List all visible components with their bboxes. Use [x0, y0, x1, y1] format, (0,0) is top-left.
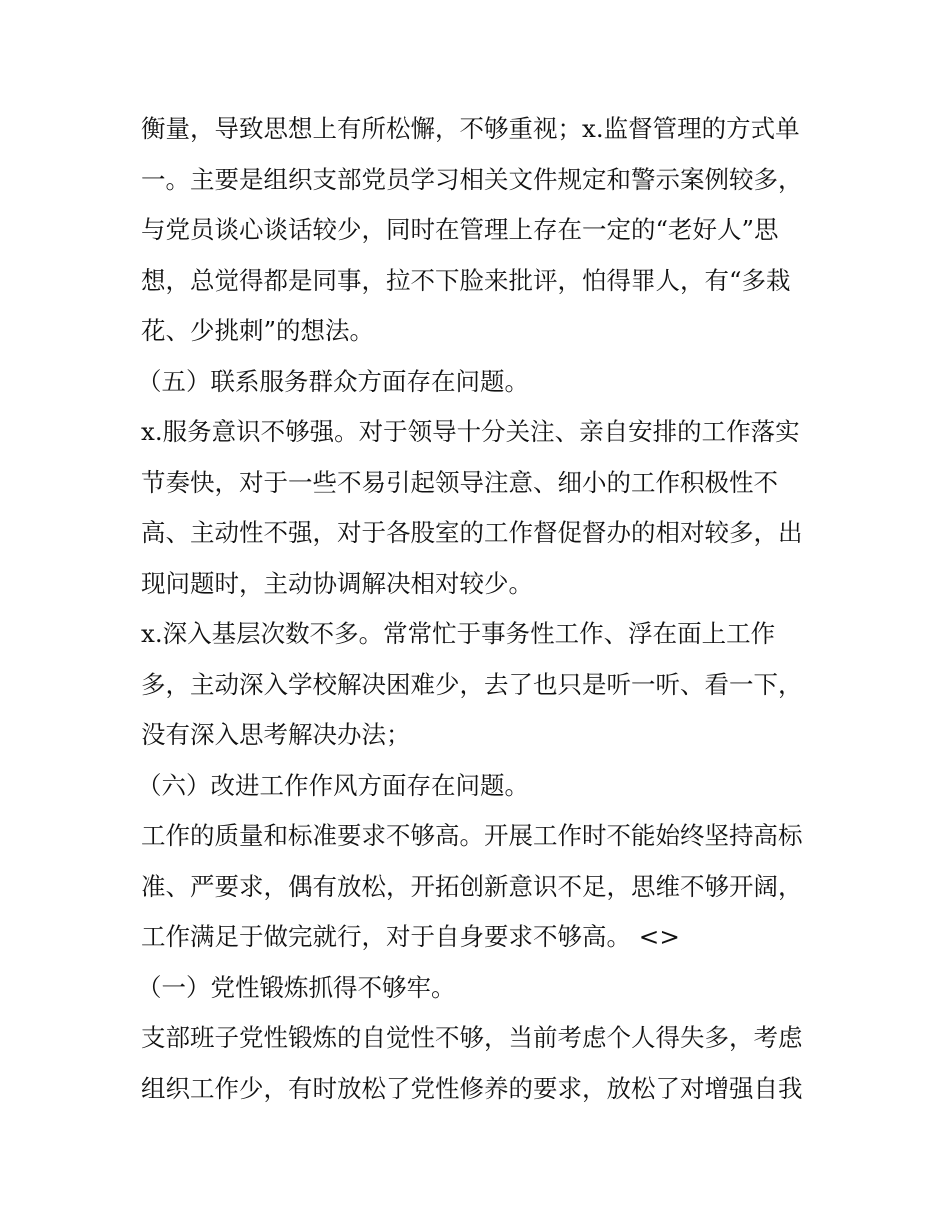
text-line-20: 组织工作少，有时放松了党性修养的要求，放松了对增强自我	[141, 1073, 803, 1103]
text-line-9: 高、主动性不强，对于各股室的工作督促督办的相对较多，出	[141, 518, 803, 547]
text-line-7: x.服务意识不够强。对于领导十分关注、亲自安排的工作落实	[141, 417, 800, 446]
section-heading-5: （五）联系服务群众方面存在问题。	[137, 366, 529, 396]
document-body	[137, 104, 821, 1114]
text-line-10: 现问题时，主动协调解决相对较少。	[141, 568, 533, 598]
text-line-8: 节奏快，对于一些不易引起领导注意、细小的工作积极性不	[141, 467, 778, 497]
text-line-19: 支部班子党性锻炼的自觉性不够，当前考虑个人得失多，考虑	[141, 1023, 803, 1052]
text-line-2: 一。主要是组织支部党员学习相关文件规定和警示案例较多，	[141, 164, 803, 194]
text-line-1: 衡量，导致思想上有所松懈，不够重视；x.监督管理的方式单	[141, 114, 800, 143]
text-line-13: 没有深入思考解决办法；	[141, 720, 411, 749]
text-line-16: 准、严要求，偶有放松，开拓创新意识不足，思维不够开阔，	[141, 871, 803, 901]
text-line-17: 工作满足于做完就行，对于自身要求不够高。 <>	[141, 922, 680, 951]
text-line-4: 想，总觉得都是同事，拉不下脸来批评，怕得罪人，有“多栽	[141, 265, 791, 295]
text-line-5: 花、少挑刺”的想法。	[141, 316, 375, 345]
text-line-3: 与党员谈心谈话较少，同时在管理上存在一定的“老好人”思	[141, 215, 779, 244]
text-line-15: 工作的质量和标准要求不够高。开展工作时不能始终坚持高标	[141, 821, 803, 850]
text-line-12: 多，主动深入学校解决困难少，去了也只是听一听、看一下，	[141, 669, 803, 699]
section-heading-6: （六）改进工作作风方面存在问题。	[137, 770, 529, 800]
section-heading-1: （一）党性锻炼抓得不够牢。	[137, 972, 456, 1002]
text-line-11: x.深入基层次数不多。常常忙于事务性工作、浮在面上工作	[141, 619, 776, 648]
